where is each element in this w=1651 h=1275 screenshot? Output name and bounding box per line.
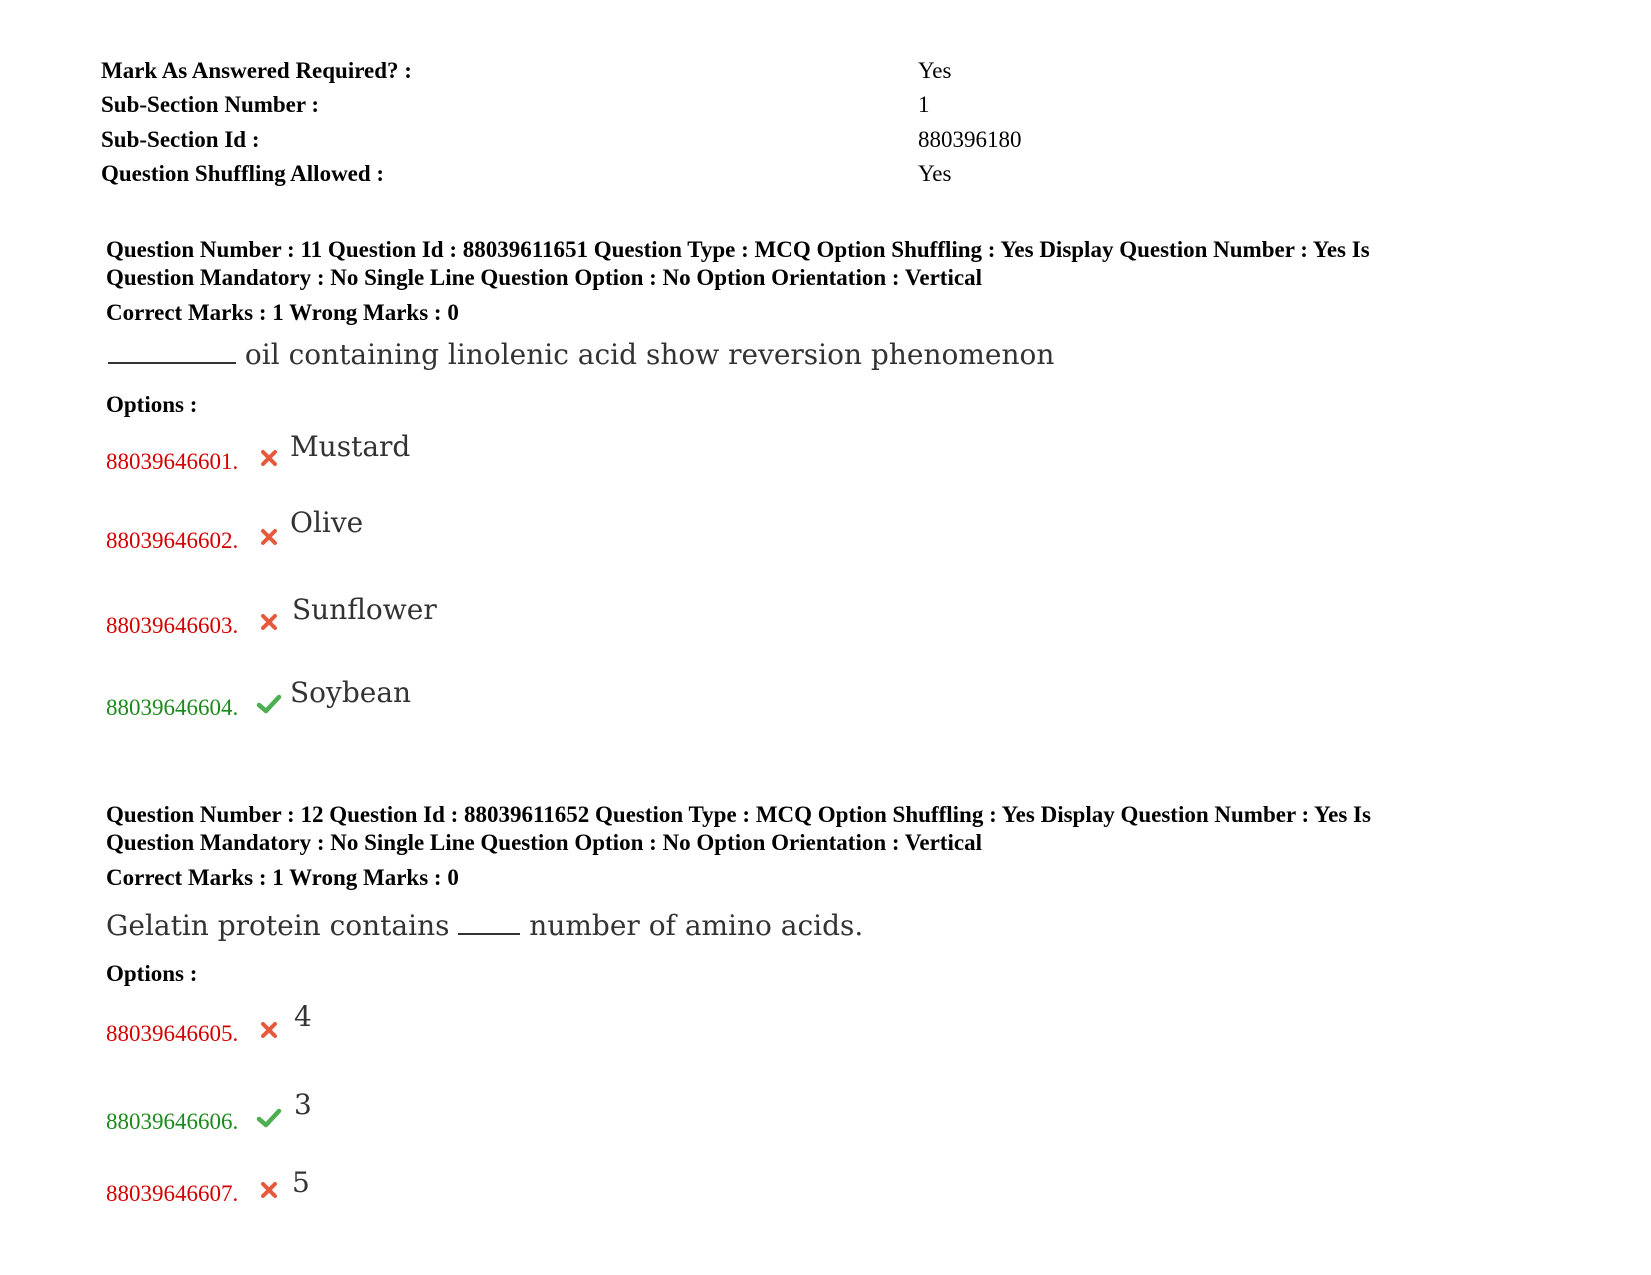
cross-icon [258,447,280,469]
meta-value: 1 [918,92,930,117]
option-id: 88039646607. [106,1181,239,1206]
check-icon [256,1107,282,1129]
question-header-line: Question Mandatory : No Single Line Question Option : No Option Orientation : Vertical [106,830,982,855]
option-text: 3 [294,1088,312,1121]
cross-icon [258,1019,280,1041]
option-text: 4 [294,1000,312,1033]
meta-value: Yes [918,161,952,186]
option-id: 88039646605. [106,1021,239,1046]
option-text: Olive [290,506,364,539]
option-id: 88039646606. [106,1109,239,1134]
question-text [108,336,1054,371]
answer-blank [108,336,236,364]
question-header [106,236,1526,292]
question-text [106,907,863,942]
question-marks: Correct Marks : 1 Wrong Marks : 0 [106,865,459,890]
question-header-line: Question Number : 12 Question Id : 88039611652 Question Type : MCQ Option Shuffling : Yes Display Question Number : Yes Is [106,802,1371,827]
question-text-after: number of amino acids. [529,909,864,942]
option-id: 88039646601. [106,449,239,474]
answer-blank [458,907,520,935]
question-text-before: Gelatin protein contains [106,909,450,942]
option-id: 88039646603. [106,613,239,638]
meta-value: 880396180 [918,127,1022,152]
option-text: Mustard [290,430,411,463]
meta-label: Question Shuffling Allowed : [101,161,385,186]
option-id: 88039646604. [106,695,239,720]
cross-icon [258,526,280,548]
option-text: Sunflower [292,593,437,626]
option-id: 88039646602. [106,528,239,553]
meta-label: Sub-Section Number : [101,92,320,117]
question-header [106,801,1526,857]
check-icon [256,693,282,715]
options-label: Options : [106,392,198,417]
question-header-line: Question Mandatory : No Single Line Question Option : No Option Orientation : Vertical [106,265,982,290]
question-text-body: oil containing linolenic acid show reversion phenomenon [244,338,1055,371]
option-text: 5 [292,1166,310,1199]
cross-icon [258,1179,280,1201]
meta-label: Mark As Answered Required? : [101,58,412,83]
options-label: Options : [106,961,198,986]
cross-icon [258,611,280,633]
question-marks: Correct Marks : 1 Wrong Marks : 0 [106,300,459,325]
meta-label: Sub-Section Id : [101,127,260,152]
meta-value: Yes [918,58,952,83]
question-header-line: Question Number : 11 Question Id : 88039611651 Question Type : MCQ Option Shuffling : Yes Display Question Number : Yes Is [106,237,1370,262]
option-text: Soybean [290,676,412,709]
